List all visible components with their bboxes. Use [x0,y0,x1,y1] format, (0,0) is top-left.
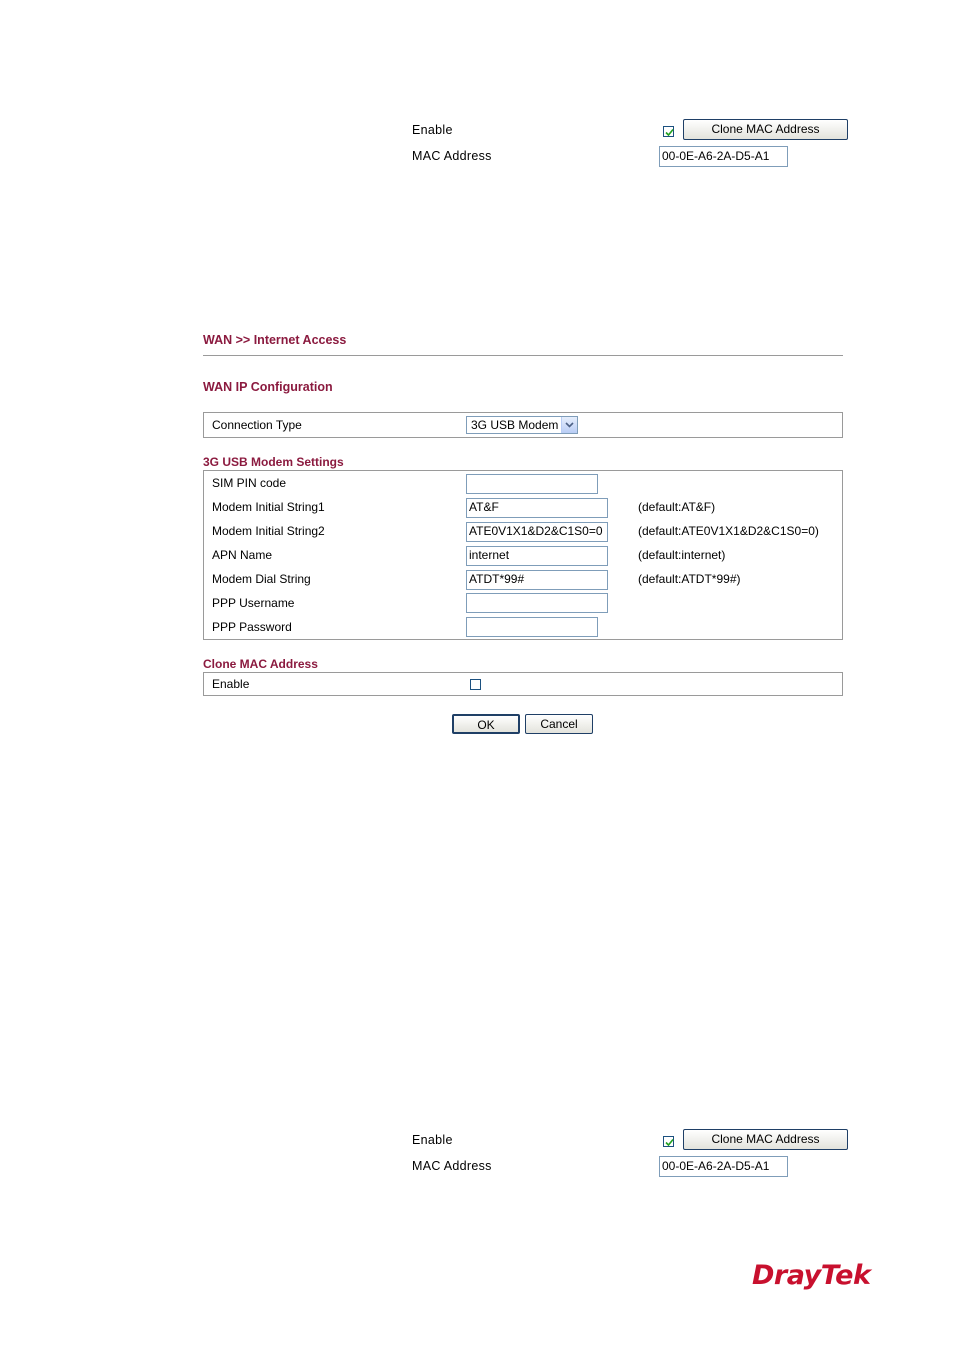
mac-address-input[interactable]: 00-0E-A6-2A-D5-A1 [659,1156,788,1177]
chevron-down-icon[interactable] [561,417,577,433]
breadcrumb: WAN >> Internet Access [203,333,347,347]
enable-checkbox[interactable] [663,126,674,137]
cancel-button[interactable]: Cancel [525,714,593,734]
section-title: WAN IP Configuration [203,380,333,394]
checkmark-icon [664,1137,675,1148]
sim-pin-label: SIM PIN code [212,476,287,490]
clone-mac-section [203,672,843,696]
modem-settings-title: 3G USB Modem Settings [203,455,344,469]
clone-mac-button[interactable]: Clone MAC Address [683,119,848,140]
init-string1-hint: (default:AT&F) [638,500,716,514]
draytek-logo: DrayTek [752,1260,871,1291]
clone-enable-checkbox[interactable] [470,679,481,690]
connection-type-value: 3G USB Modem [471,418,559,432]
connection-type-label: Connection Type [212,418,302,432]
mac-address-input[interactable]: 00-0E-A6-2A-D5-A1 [659,146,788,167]
dial-string-input[interactable]: ATDT*99# [466,570,608,590]
apn-name-label: APN Name [212,548,273,562]
clone-enable-label: Enable [212,677,250,691]
init-string2-input[interactable]: ATE0V1X1&D2&C1S0=0 [466,522,608,542]
mac-address-label: MAC Address [412,1159,492,1173]
dial-string-label: Modem Dial String [212,572,311,586]
enable-checkbox[interactable] [663,1136,674,1147]
clone-mac-button[interactable]: Clone MAC Address [683,1129,848,1150]
sim-pin-input[interactable] [466,474,598,494]
enable-label: Enable [412,123,453,137]
ok-button[interactable]: OK [452,714,520,734]
connection-type-select[interactable] [466,416,578,434]
title-divider [203,355,843,356]
init-string2-hint: (default:ATE0V1X1&D2&C1S0=0) [638,524,819,538]
apn-name-input[interactable]: internet [466,546,608,566]
init-string2-label: Modem Initial String2 [212,524,325,538]
dial-string-hint: (default:ATDT*99#) [638,572,741,586]
enable-label: Enable [412,1133,453,1147]
init-string1-label: Modem Initial String1 [212,500,325,514]
mac-address-label: MAC Address [412,149,492,163]
ppp-password-label: PPP Password [212,620,292,634]
init-string1-input[interactable]: AT&F [466,498,608,518]
ppp-username-label: PPP Username [212,596,295,610]
apn-name-hint: (default:internet) [638,548,726,562]
checkmark-icon [664,127,675,138]
ppp-password-input[interactable] [466,617,598,637]
ppp-username-input[interactable] [466,593,608,613]
clone-mac-title: Clone MAC Address [203,657,318,671]
